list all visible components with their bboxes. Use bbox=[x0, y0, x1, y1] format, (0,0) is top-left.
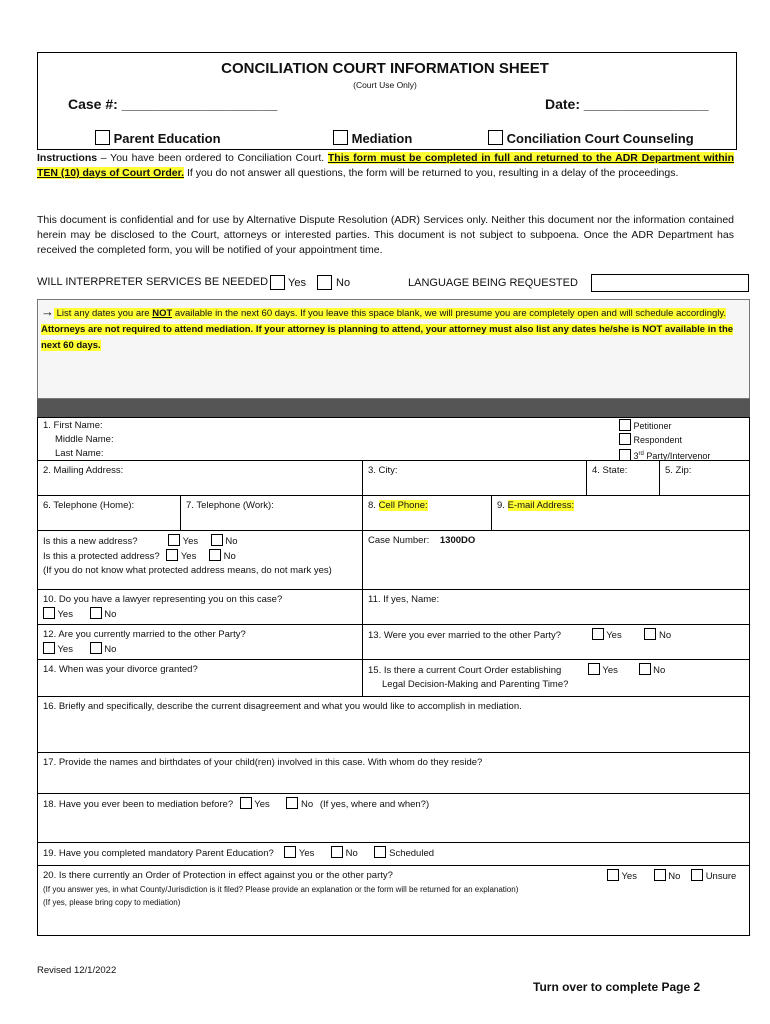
mailing-address-cell[interactable]: 2. Mailing Address: bbox=[37, 460, 363, 496]
q20-no-checkbox[interactable] bbox=[654, 869, 666, 881]
q12-yes-checkbox[interactable] bbox=[43, 642, 55, 654]
q16-cell[interactable]: 16. Briefly and specifically, describe the current disagreement and what you would like to accomplish in mediation. bbox=[37, 696, 750, 753]
q10-no-checkbox[interactable] bbox=[90, 607, 102, 619]
option-mediation[interactable]: Mediation bbox=[333, 130, 412, 146]
q20-yes-checkbox[interactable] bbox=[607, 869, 619, 881]
q10-cell: 10. Do you have a lawyer representing you on this case? Yes No bbox=[37, 589, 363, 625]
turn-over-note: Turn over to complete Page 2 bbox=[533, 980, 701, 994]
respondent-checkbox[interactable] bbox=[619, 433, 631, 445]
case-number-field[interactable]: Case #: ____________________ bbox=[68, 96, 278, 112]
q17-cell[interactable]: 17. Provide the names and birthdates of your child(ren) involved in this case. With whom do they reside? bbox=[37, 752, 750, 794]
q19-scheduled-checkbox[interactable] bbox=[374, 846, 386, 858]
option-parent-education[interactable]: Parent Education bbox=[95, 130, 221, 146]
q20-cell[interactable]: 20. Is there currently an Order of Protection in effect against you or the other party? (If you answer yes, in what County/Jurisdiction is it filed? Please provide an explanation or the form will be returned for an explanation) (If yes, please bring copy to mediation) bbox=[37, 865, 750, 936]
q18-yes-checkbox[interactable] bbox=[240, 797, 252, 809]
dates-box-text: → List any dates you are NOT available in the next 60 days. If you leave this space blank, we will presume you are completely open and will schedule accordingly. Attorneys are not required to attend mediation. If your attorney is planning to attend, your attorney must also list any dates he/she is NOT available in the next 60 days. bbox=[41, 304, 734, 351]
q19-no-checkbox[interactable] bbox=[331, 846, 343, 858]
case-number-cell: Case Number: 1300DO bbox=[362, 530, 750, 590]
email-cell[interactable]: 9. E-mail Address: bbox=[491, 495, 750, 531]
q19-yes-checkbox[interactable] bbox=[284, 846, 296, 858]
protected-yes-checkbox[interactable] bbox=[166, 549, 178, 561]
language-input[interactable] bbox=[591, 274, 749, 292]
date-field[interactable]: Date: ________________ bbox=[545, 96, 709, 112]
language-label: LANGUAGE BEING REQUESTED bbox=[408, 277, 578, 289]
q20-options: Yes No Unsure bbox=[607, 869, 736, 882]
telephone-home-cell[interactable]: 6. Telephone (Home): bbox=[37, 495, 181, 531]
revised-date: Revised 12/1/2022 bbox=[37, 965, 117, 976]
arrow-icon: → bbox=[41, 304, 54, 319]
q15-yes-checkbox[interactable] bbox=[588, 663, 600, 675]
city-cell[interactable]: 3. City: bbox=[362, 460, 587, 496]
q11-cell[interactable]: 11. If yes, Name: bbox=[362, 589, 750, 625]
q13-no-checkbox[interactable] bbox=[644, 628, 656, 640]
address-flags-cell: Is this a new address? Yes No Is this a protected address? Yes No (If you do not know what protected address means, do not mark yes) bbox=[37, 530, 363, 590]
instructions-paragraph: Instructions – You have been ordered to Conciliation Court. This form must be completed in full and returned to the ADR Department within TEN (10) days of Court Order. If you do not answer all questions, the form will be returned to you, resulting in a delay of the proceedings. bbox=[37, 152, 734, 179]
q12-no-checkbox[interactable] bbox=[90, 642, 102, 654]
telephone-work-cell[interactable]: 7. Telephone (Work): bbox=[180, 495, 363, 531]
petitioner-checkbox[interactable] bbox=[619, 419, 631, 431]
protected-no-checkbox[interactable] bbox=[209, 549, 221, 561]
party-role-block: Petitioner Respondent 3rd Party/Intervenor bbox=[619, 419, 710, 463]
parent-education-checkbox[interactable] bbox=[95, 130, 110, 145]
q18-no-checkbox[interactable] bbox=[286, 797, 298, 809]
q15-cell: 15. Is there a current Court Order establishing Yes No Legal Decision-Making and Parenting Time? bbox=[362, 659, 750, 697]
state-cell[interactable]: 4. State: bbox=[586, 460, 660, 496]
new-address-yes-checkbox[interactable] bbox=[168, 534, 180, 546]
new-address-no-checkbox[interactable] bbox=[211, 534, 223, 546]
interpreter-yes-label: Yes bbox=[288, 277, 306, 289]
q13-yes-checkbox[interactable] bbox=[592, 628, 604, 640]
q13-cell: 13. Were you ever married to the other Party? Yes No bbox=[362, 624, 750, 660]
q19-cell: 19. Have you completed mandatory Parent Education? Yes No Scheduled bbox=[37, 842, 750, 866]
q10-yes-checkbox[interactable] bbox=[43, 607, 55, 619]
interpreter-no-checkbox[interactable] bbox=[317, 275, 332, 290]
interpreter-yes-checkbox[interactable] bbox=[270, 275, 285, 290]
q18-cell[interactable]: 18. Have you ever been to mediation before? Yes No (If yes, where and when?) bbox=[37, 793, 750, 843]
zip-cell[interactable]: 5. Zip: bbox=[659, 460, 750, 496]
form-title: CONCILIATION COURT INFORMATION SHEET bbox=[221, 60, 549, 77]
dark-separator-bar bbox=[37, 399, 750, 417]
q14-cell[interactable]: 14. When was your divorce granted? bbox=[37, 659, 363, 697]
interpreter-no-label: No bbox=[336, 277, 351, 289]
q20-unsure-checkbox[interactable] bbox=[691, 869, 703, 881]
option-counseling[interactable]: Conciliation Court Counseling bbox=[488, 130, 694, 146]
confidential-paragraph: This document is confidential and for use by Alternative Dispute Resolution (ADR) Services only. Neither this document nor the information contained herein may be disclosed to the Court, attorneys or interested parties. This document is not subject to subpoena. Once the ADR Department has received the completed form, you will be notified of your appointment time. bbox=[37, 214, 734, 256]
counseling-checkbox[interactable] bbox=[488, 130, 503, 145]
q12-cell: 12. Are you currently married to the other Party? Yes No bbox=[37, 624, 363, 660]
q15-no-checkbox[interactable] bbox=[639, 663, 651, 675]
interpreter-row: WILL INTERPRETER SERVICES BE NEEDED bbox=[37, 276, 269, 288]
cell-phone-cell[interactable]: 8. Cell Phone: bbox=[362, 495, 492, 531]
court-use-only: (Court Use Only) bbox=[353, 80, 417, 90]
mediation-checkbox[interactable] bbox=[333, 130, 348, 145]
name-block[interactable]: 1. First Name: Middle Name: Last Name: bbox=[43, 420, 114, 459]
